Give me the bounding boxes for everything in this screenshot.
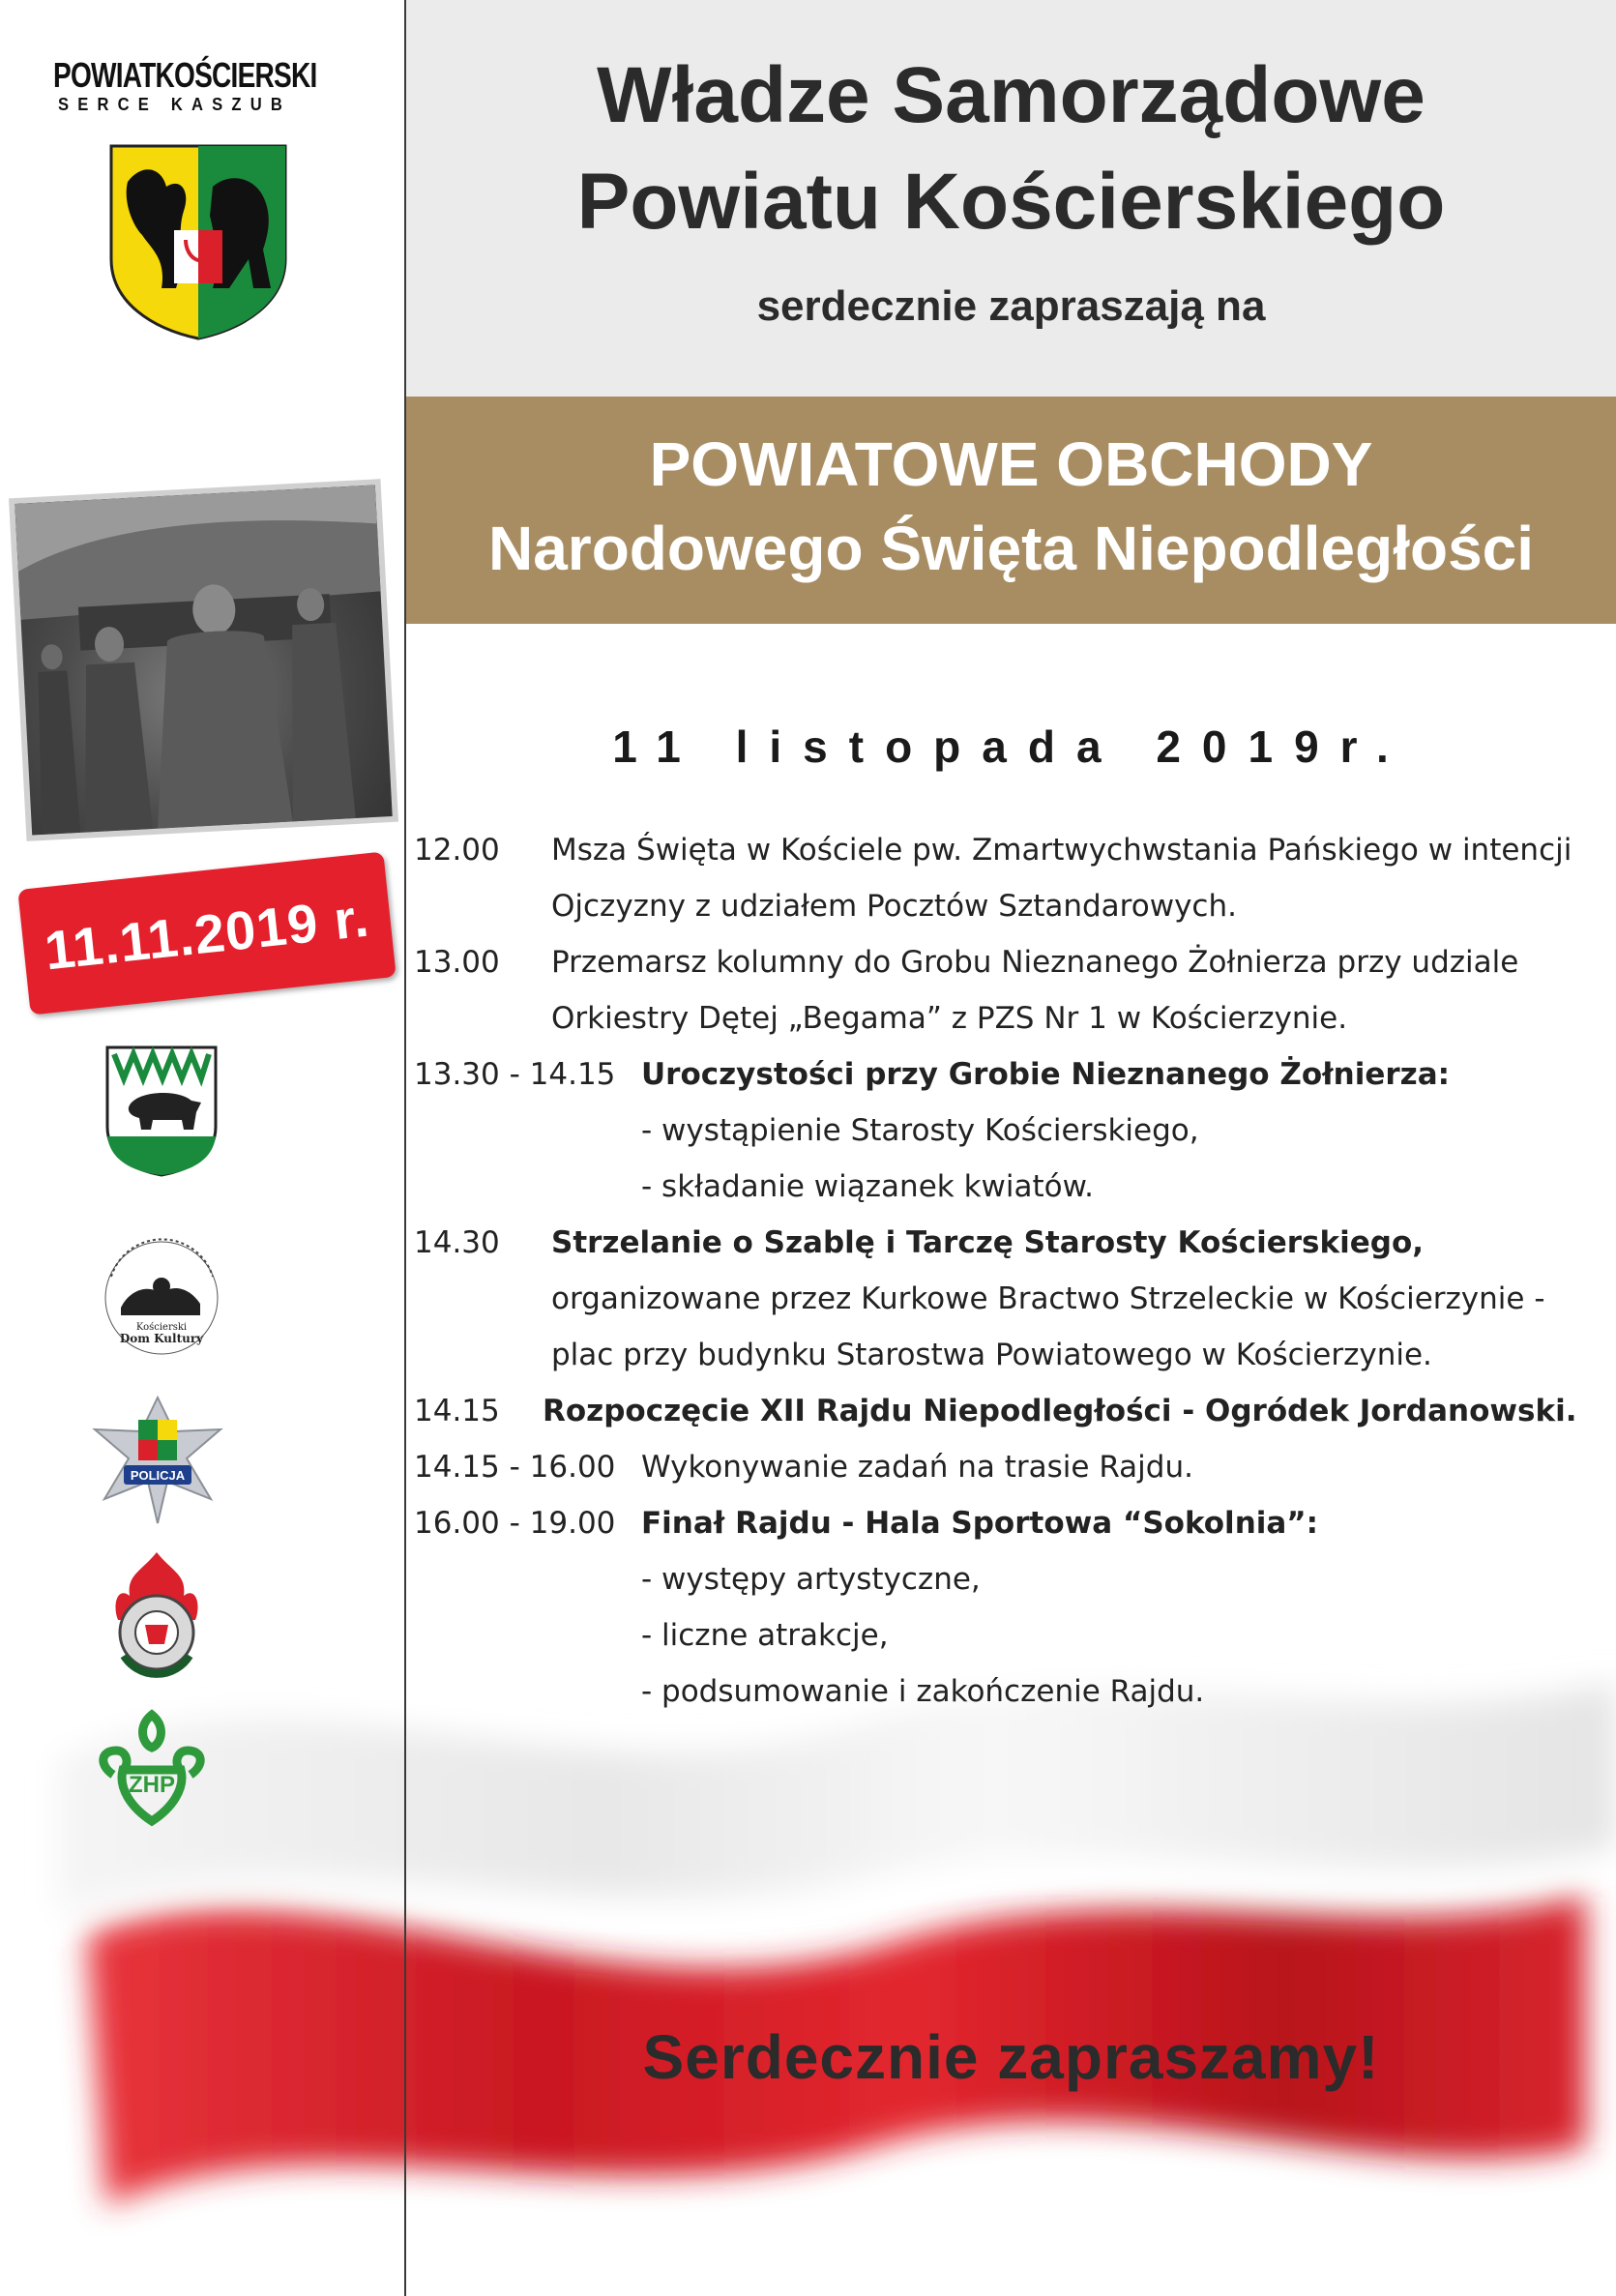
dom-kultury-logo-icon [92,1238,232,1359]
schedule-text: - podsumowanie i zakończenie Rajdu. [641,1674,1205,1709]
event-title-line1: POWIATOWE OBCHODY [649,429,1373,499]
date-badge-text: 11.11.2019 r. [42,886,372,981]
schedule-time: 13.00 [414,945,500,980]
schedule-item [414,1495,1603,1551]
schedule-item [414,1215,1603,1271]
schedule-item-continued [414,1103,1603,1159]
bear-municipality-emblem-icon [104,1045,219,1178]
schedule-text: Strzelanie o Szablę i Tarczę Starosty Kościerskiego, [551,1225,1425,1260]
schedule-item [414,1439,1603,1495]
schedule-text: Przemarsz kolumny do Grobu Nieznanego Żołnierza przy udziale [551,945,1519,980]
county-coat-of-arms-icon [108,143,288,341]
schedule-item [414,822,1603,878]
schedule-item-continued [414,878,1603,934]
schedule-time: 14.15 [414,1394,500,1428]
schedule-text: Uroczystości przy Grobie Nieznanego Żołnierza: [641,1057,1451,1092]
schedule-item [414,934,1603,990]
invitation-subtitle: serdecznie zapraszają na [756,282,1266,330]
schedule-text: - wystąpienie Starosty Kościerskiego, [641,1113,1199,1148]
schedule-item-continued [414,1327,1603,1383]
schedule-item-continued [414,1271,1603,1327]
schedule-item-continued [414,1607,1603,1663]
historical-photo [15,485,392,835]
dom-kultury-line2: Dom Kultury [119,1332,204,1345]
fire-service-logo-icon [95,1547,219,1678]
event-title-line2: Narodowego Święta Niepodległości [487,514,1535,583]
schedule-list [414,822,1603,1720]
column-divider [404,0,406,2296]
schedule-text: Ojczyzny z udziałem Pocztów Sztandarowych. [551,889,1237,924]
schedule-text: - składanie wiązanek kwiatów. [641,1169,1094,1204]
schedule-time: 12.00 [414,833,500,868]
schedule-time: 14.30 [414,1225,500,1260]
closing-invitation: Serdecznie zapraszamy! [642,2022,1380,2092]
schedule-item-continued [414,1159,1603,1215]
page-title-line1: Władze Samorządowe [597,51,1425,139]
schedule-text: - liczne atrakcje, [641,1618,889,1653]
schedule-text: Orkiestry Dętej „Begama” z PZS Nr 1 w Kościerzynie. [551,1001,1348,1036]
historical-photo-frame [9,479,398,841]
brand-name: POWIATKOŚCIERSKI [53,55,317,95]
schedule-text: plac przy budynku Starostwa Powiatowego w Kościerzynie. [551,1338,1432,1372]
schedule-item [414,1046,1603,1103]
brand-tagline: SERCE KASZUB [58,95,292,114]
schedule-item-continued [414,1551,1603,1607]
schedule-text: - występy artystyczne, [641,1562,981,1597]
schedule-item-continued [414,1663,1603,1720]
schedule-time: 13.30 - 14.15 [414,1057,616,1092]
schedule-text: Finał Rajdu - Hala Sportowa “Sokolnia”: [641,1506,1319,1541]
page-title-line2: Powiatu Kościerskiego [576,158,1446,246]
zhp-label: ZHP [129,1772,175,1798]
schedule-item-continued [414,990,1603,1046]
policja-star-logo-icon [85,1393,230,1528]
schedule-time: 16.00 - 19.00 [414,1506,616,1541]
schedule-time: 14.15 - 16.00 [414,1450,616,1485]
schedule-item [414,1383,1603,1439]
zhp-scouting-logo-icon [89,1707,215,1833]
schedule-text: Wykonywanie zadań na trasie Rajdu. [641,1450,1193,1485]
policja-label: POLICJA [130,1468,186,1483]
schedule-text: Msza Święta w Kościele pw. Zmartwychwstania Pańskiego w intencji [551,833,1572,868]
schedule-text: organizowane przez Kurkowe Bractwo Strzeleckie w Kościerzynie - [551,1281,1545,1316]
schedule-text: Rozpoczęcie XII Rajdu Niepodległości - Ogródek Jordanowski. [543,1394,1577,1428]
dom-kultury-line1: Kościerski [135,1322,188,1333]
event-date: 11 listopada 2019r. [612,721,1410,772]
date-badge [17,851,397,1015]
